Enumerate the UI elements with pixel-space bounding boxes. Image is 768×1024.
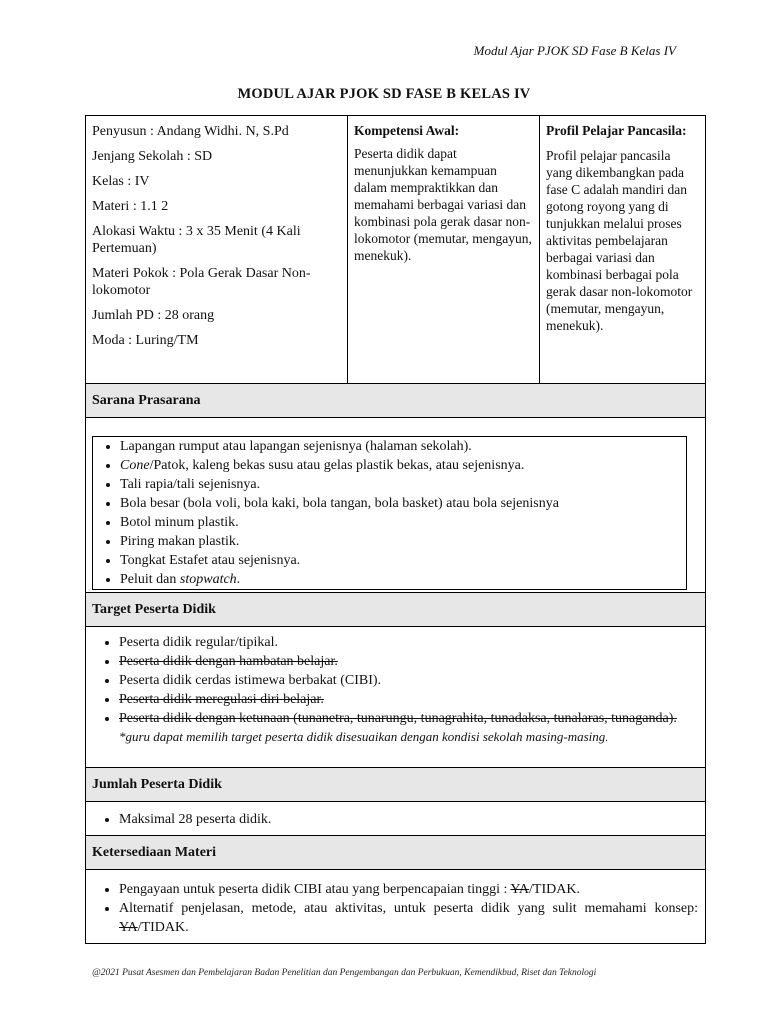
target-note-text: *guru dapat memilih target peserta didik disesuaikan dengan kondisi sekolah masing-masing bbox=[119, 729, 606, 744]
penyusun: Penyusun : Andang Widhi. N, S.Pd bbox=[92, 124, 289, 139]
sarana-item: • Tali rapia/tali sejenisnya. bbox=[120, 475, 680, 494]
target-cell bbox=[86, 627, 706, 768]
ketersediaan-heading: Ketersediaan Materi bbox=[86, 836, 706, 870]
jumlah-heading: Jumlah Peserta Didik bbox=[86, 768, 706, 802]
target-item: • Peserta didik cerdas istimewa berbakat (CIBI). bbox=[119, 671, 698, 690]
kompetensi-awal-heading: Kompetensi Awal: bbox=[354, 123, 460, 138]
ketersediaan-row bbox=[86, 870, 706, 944]
sarana-cell bbox=[86, 418, 706, 593]
sarana-item: • Bola besar (bola voli, bola kaki, bola tangan, bola basket) atau bola sejenisnya bbox=[120, 494, 680, 513]
jenjang-sekolah: Jenjang Sekolah : SD bbox=[92, 149, 213, 164]
ketersediaan-item bbox=[119, 880, 698, 899]
sarana-item-italic: stopwatch bbox=[179, 572, 237, 587]
sarana-row bbox=[86, 418, 706, 593]
profil-pelajar-heading: Profil Pelajar Pancasila: bbox=[546, 123, 687, 138]
materi: Materi : 1.1 2 bbox=[92, 199, 169, 214]
materi-pokok: Materi Pokok : Pola Gerak Dasar Non-lokomotor bbox=[92, 266, 311, 298]
ketersediaan-item-text: Pengayaan untuk peserta didik CIBI atau yang berpencapaian tinggi : bbox=[119, 882, 511, 897]
module-table bbox=[85, 115, 706, 944]
page-footer: @2021 Pusat Asesmen dan Pembelajaran Badan Penelitian dan Pengembangan dan Perbukuan, Kemendikbud, Riset dan Teknologi bbox=[92, 968, 597, 978]
sarana-item bbox=[120, 570, 680, 589]
target-item-struck: • Peserta didik dengan hambatan belajar. bbox=[119, 652, 698, 671]
sarana-list-box bbox=[92, 436, 687, 590]
jumlah-cell bbox=[86, 802, 706, 836]
ketersediaan-cell bbox=[86, 870, 706, 944]
identity-cell bbox=[86, 116, 348, 384]
target-list bbox=[92, 633, 698, 728]
sarana-item bbox=[120, 456, 680, 475]
target-header-row bbox=[86, 593, 706, 627]
profil-pelajar-text: Profil pelajar pancasila yang dikembangkan pada fase C adalah mandiri dan gotong royong yang di tunjukkan melalui proses aktivitas pembelajaran berbagai variasi dan kombinasi berbagai pola gerak dasar non-lokomotor (memutar, mengayun, menekuk). bbox=[546, 148, 693, 333]
jumlah-list bbox=[92, 810, 699, 829]
sarana-item: • Lapangan rumput atau lapangan sejenisnya (halaman sekolah). bbox=[120, 437, 680, 456]
moda: Moda : Luring/TM bbox=[92, 333, 199, 348]
profil-pelajar-cell bbox=[540, 116, 706, 384]
sarana-item: • Tongkat Estafet atau sejenisnya. bbox=[120, 551, 680, 570]
kelas: Kelas : IV bbox=[92, 174, 150, 189]
sarana-header-row bbox=[86, 384, 706, 418]
sarana-item: • Botol minum plastik. bbox=[120, 513, 680, 532]
jumlah-item: • Maksimal 28 peserta didik. bbox=[119, 810, 699, 829]
ketersediaan-option-struck: YA bbox=[119, 920, 138, 935]
running-header: Modul Ajar PJOK SD Fase B Kelas IV bbox=[473, 43, 676, 58]
kompetensi-awal-text: Peserta didik dapat menunjukkan kemampuan dalam mempraktikkan dan memahami berbagai variasi dan kombinasi pola gerak dasar non-lokomotor (memutar, mengayun, menekuk). bbox=[354, 146, 532, 263]
ketersediaan-list bbox=[92, 880, 698, 937]
sarana-list bbox=[93, 437, 680, 589]
target-item-struck: • Peserta didik dengan ketunaan (tunanetra, tunarungu, tunagrahita, tunadaksa, tunalaras, tunaganda). bbox=[119, 709, 698, 728]
jumlah-pd: Jumlah PD : 28 orang bbox=[92, 308, 215, 323]
identity-row bbox=[86, 116, 706, 384]
ketersediaan-option-struck: YA bbox=[510, 882, 530, 897]
target-note bbox=[119, 728, 698, 747]
alokasi-waktu: Alokasi Waktu : 3 x 35 Menit (4 Kali Pertemuan) bbox=[92, 224, 301, 256]
target-row bbox=[86, 627, 706, 768]
sarana-heading: Sarana Prasarana bbox=[86, 384, 706, 418]
ketersediaan-header-row bbox=[86, 836, 706, 870]
target-note-end: . bbox=[605, 733, 608, 744]
document-title: MODUL AJAR PJOK SD FASE B KELAS IV bbox=[237, 86, 531, 102]
jumlah-header-row bbox=[86, 768, 706, 802]
sarana-item: • Piring makan plastik. bbox=[120, 532, 680, 551]
sarana-item-text: /Patok, kaleng bekas susu atau gelas plastik bekas, atau sejenisnya. bbox=[149, 458, 525, 473]
sarana-item-text: . bbox=[236, 572, 241, 587]
target-item-struck: • Peserta didik meregulasi diri belajar. bbox=[119, 690, 698, 709]
target-item: • Peserta didik regular/tipikal. bbox=[119, 633, 698, 652]
ketersediaan-option: /TIDAK. bbox=[137, 920, 189, 935]
sarana-item-italic: Cone bbox=[120, 458, 150, 473]
jumlah-row bbox=[86, 802, 706, 836]
sarana-item-text: Peluit dan bbox=[120, 572, 180, 587]
ketersediaan-item-text: Alternatif penjelasan, metode, atau aktivitas, untuk peserta didik yang sulit memahami konsep: bbox=[119, 901, 698, 916]
ketersediaan-item bbox=[119, 899, 698, 937]
target-heading: Target Peserta Didik bbox=[86, 593, 706, 627]
ketersediaan-option: /TIDAK. bbox=[529, 882, 580, 897]
kompetensi-awal-cell bbox=[348, 116, 540, 384]
